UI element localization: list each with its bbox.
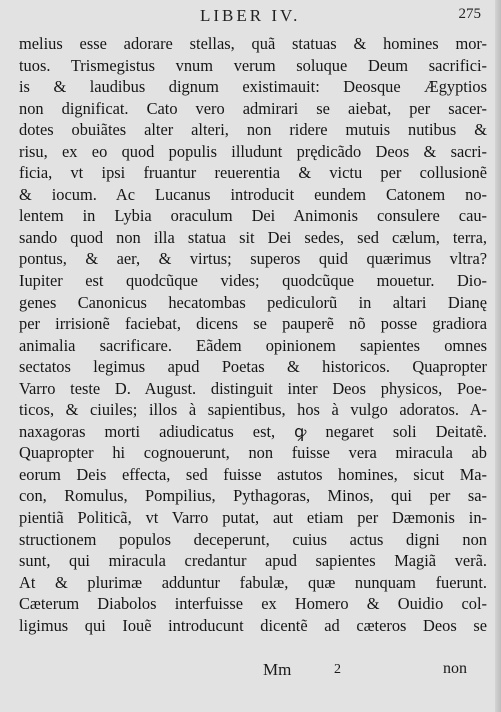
- text-line: & iocum. Ac Lucanus introducit eundem Catonem no-: [19, 184, 487, 204]
- page-footer: [0, 660, 501, 684]
- text-line: structionem populos deceperunt, cuius actus digni non: [19, 529, 487, 549]
- text-line: ticos, & ciuiles; illos à sapientibus, hos à vulgo adoratos. A-: [19, 400, 487, 420]
- page-number: 275: [458, 6, 481, 22]
- text-line: ficia, vt ipsi fruantur reuerentia & victu per collusionẽ: [19, 163, 487, 183]
- text-line: Quapropter hi cognouerunt, non fuisse vera miracula ab: [19, 443, 487, 463]
- running-head: LIBER IV.: [200, 6, 301, 25]
- text-line: genes Canonicus hecatombas pediculorũ in altari Dianę: [19, 292, 487, 312]
- text-line: dotes obuiãtes alter alteri, non ridere mutuis nutibus &: [19, 120, 487, 140]
- text-line: lentem in Lybia oraculum Dei Animonis consulere cau-: [19, 206, 487, 226]
- page-header: [0, 4, 501, 28]
- page-edge-shadow: [495, 0, 501, 712]
- text-line: Varro teste D. August. distinguit inter Deos physicos, Poe-: [19, 378, 487, 398]
- text-line: pontus, & aer, & virtus; superos quid quærimus vltra?: [19, 249, 487, 269]
- text-line: sunt, qui miracula credantur apud sapientes Magiã verã.: [19, 551, 487, 571]
- text-line: per irrisionẽ faciebat, dicens se pauperẽ nõ posse gradiora: [19, 314, 487, 334]
- text-line: animalia sacrificare. Eãdem opinionem sapientes omnes: [19, 335, 487, 355]
- text-line: naxagoras morti adiudicatus est, ꝙ negaret soli Deitatẽ.: [19, 421, 487, 441]
- text-line: sando quod non illa statua sit Dei sedes, sed cælum, terra,: [19, 227, 487, 247]
- text-line: non dignificat. Cato vero admirari se aiebat, per sacer-: [19, 98, 487, 118]
- text-line: eorum Deis effecta, sed fuisse astutos homines, sicut Ma-: [19, 464, 487, 484]
- signature-number: 2: [334, 662, 341, 677]
- text-line: Cæterum Diabolos interfuisse ex Homero & Ouidio col-: [19, 594, 487, 614]
- text-line: risu, ex eo quod populis illudunt prędicãdo Deos & sacri-: [19, 141, 487, 161]
- text-line: pientiã Politicã, vt Varro putat, aut etiam per Dæmonis in-: [19, 508, 487, 528]
- text-line: sectatos legimus apud Poetas & historicos. Quapropter: [19, 357, 487, 377]
- body-text: [19, 33, 487, 636]
- signature-mark: Mm: [263, 660, 292, 679]
- text-line: ligimus qui Iouẽ introducunt dicentẽ ad cæteros Deos se: [19, 615, 487, 635]
- text-line: con, Romulus, Pompilius, Pythagoras, Minos, qui per sa-: [19, 486, 487, 506]
- text-line: is & laudibus dignum existimauit: Deosque Ægyptios: [19, 77, 487, 97]
- text-line: At & plurimæ adduntur fabulæ, quæ nunquam fuerunt.: [19, 572, 487, 592]
- text-line: tuos. Trismegistus vnum verum soluque Deum sacrifici-: [19, 55, 487, 75]
- text-line: melius esse adorare stellas, quã statuas & homines mor-: [19, 34, 487, 53]
- text-line: Iupiter est quodcũque vides; quodcũque mouetur. Dio-: [19, 271, 487, 291]
- catchword: non: [443, 660, 467, 677]
